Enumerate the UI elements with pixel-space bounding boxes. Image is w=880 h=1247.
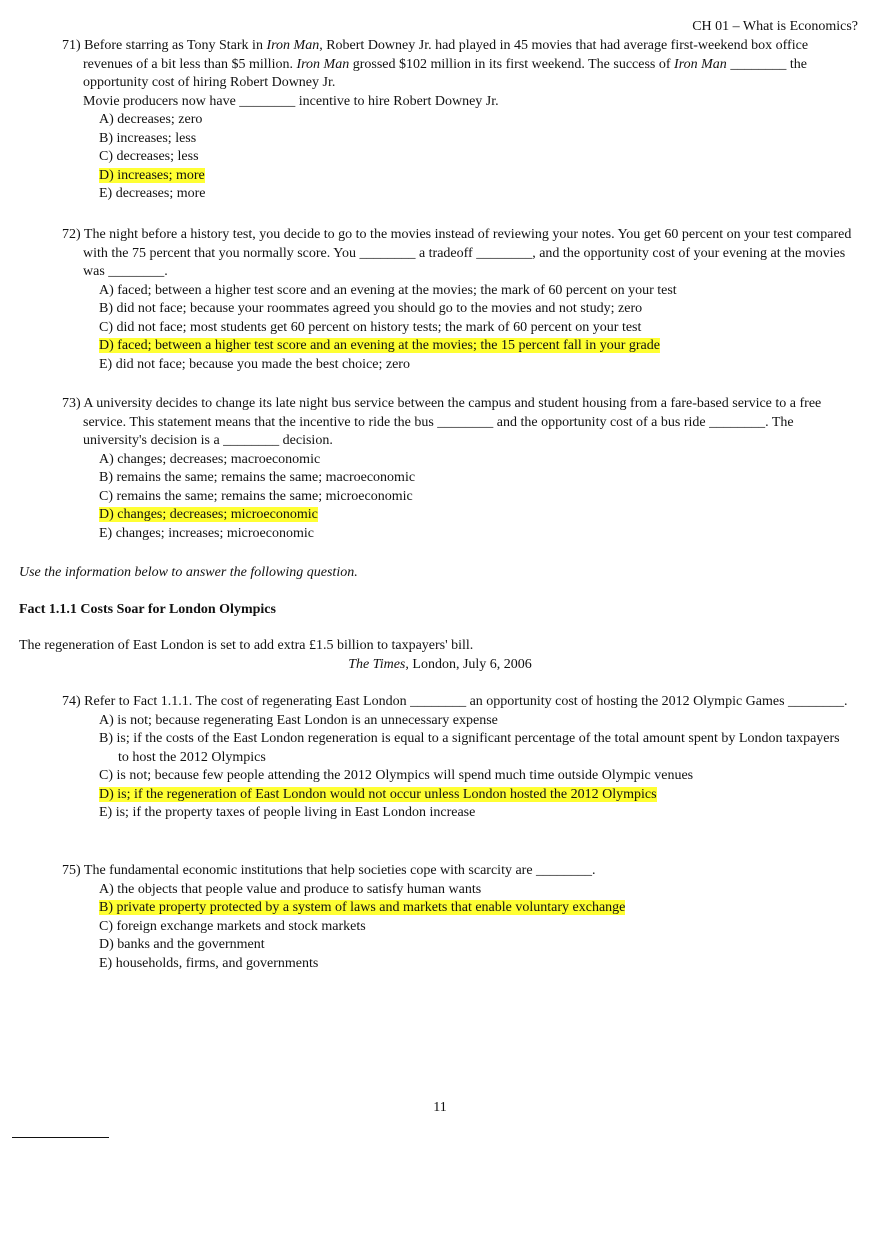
question-72-stem: 72) The night before a history test, you decide to go to the movies instead of reviewing your notes. You get 60 percent on your test compared with the 75 percent that you normally score. You ________ a tradeoff ________, and the opportunity cost of your evening at the movies was ________.	[62, 227, 852, 279]
question-75-stem: 75) The fundamental economic institutions that help societies cope with scarcity are ________.	[62, 863, 596, 878]
option-a: A) is not; because regenerating East London is an unnecessary expense	[99, 712, 498, 728]
option-c: C) is not; because few people attending the 2012 Olympics will spend much time outside Olympic venues	[99, 768, 694, 783]
option-b-answer: B) private property protected by a system of laws and markets that enable voluntary exchange	[99, 900, 626, 915]
question-73-stem: 73) A university decides to change its late night bus service between the campus and student housing from a fare-based service to a free service. This statement means that the incentive to ride the bus ________ and the opportunity cost of a bus ride ________. The university's decision is a ________ decision.	[62, 396, 822, 448]
option-c: C) decreases; less	[99, 149, 199, 164]
option-d-answer: D) changes; decreases; microeconomic	[99, 507, 318, 522]
option-e: E) did not face; because you made the best choice; zero	[99, 356, 410, 372]
question-75	[62, 862, 852, 973]
instruction-text: Use the information below to answer the following question.	[19, 565, 358, 580]
option-a: A) faced; between a higher test score and an evening at the movies; the mark of 60 percent on your test	[99, 282, 677, 298]
question-71	[62, 37, 852, 204]
option-c: C) remains the same; remains the same; microeconomic	[99, 488, 413, 504]
option-c: C) did not face; most students get 60 percent on history tests; the mark of 60 percent on your test	[99, 319, 642, 335]
question-72	[62, 226, 852, 374]
question-74	[62, 693, 852, 823]
option-c: C) foreign exchange markets and stock markets	[99, 918, 366, 934]
option-d-answer: D) increases; more	[99, 167, 205, 183]
option-e: E) households, firms, and governments	[99, 955, 319, 971]
option-b: B) did not face; because your roommates agreed you should go to the movies and not study; zero	[99, 301, 643, 316]
footnote-divider	[12, 1137, 109, 1138]
option-d: D) banks and the government	[99, 937, 265, 952]
option-b: B) is; if the costs of the East London regeneration is equal to a significant percentage of the total amount spent by London taxpayers to host the 2012 Olympics	[99, 731, 840, 765]
option-d-answer: D) is; if the regeneration of East London would not occur unless London hosted the 2012 Olympics	[99, 786, 657, 802]
fact-title: Fact 1.1.1 Costs Soar for London Olympics	[19, 602, 276, 617]
option-d-answer: D) faced; between a higher test score and an evening at the movies; the 15 percent fall in your grade	[99, 338, 660, 353]
option-e: E) changes; increases; microeconomic	[99, 525, 314, 541]
page-number: 11	[433, 1100, 447, 1115]
page-header: CH 01 – What is Economics?	[692, 19, 858, 34]
question-71-stem-line2: Movie producers now have ________ incentive to hire Robert Downey Jr.	[83, 93, 499, 109]
option-e: E) is; if the property taxes of people living in East London increase	[99, 805, 476, 820]
question-71-stem: 71) Before starring as Tony Stark in Iron Man, Robert Downey Jr. had played in 45 movies that had average first-weekend box office revenues of a bit less than $5 million. Iron Man grossed $102 million in its first weekend. The success of Iron Man ________ the opportunity cost of hiring Robert Downey Jr.	[62, 38, 809, 90]
question-74-stem: 74) Refer to Fact 1.1.1. The cost of regenerating East London ________ an opportunity cost of hosting the 2012 Olympic Games ________.	[62, 694, 848, 709]
option-e: E) decreases; more	[99, 186, 206, 201]
option-b: B) remains the same; remains the same; macroeconomic	[99, 470, 416, 485]
option-a: A) changes; decreases; macroeconomic	[99, 451, 321, 467]
fact-body: The regeneration of East London is set to add extra £1.5 billion to taxpayers' bill.	[19, 638, 474, 653]
option-a: A) the objects that people value and produce to satisfy human wants	[99, 881, 482, 897]
option-b: B) increases; less	[99, 130, 197, 146]
option-a: A) decreases; zero	[99, 112, 203, 127]
fact-source: The Times, London, July 6, 2006	[348, 657, 532, 672]
question-73	[62, 395, 852, 543]
